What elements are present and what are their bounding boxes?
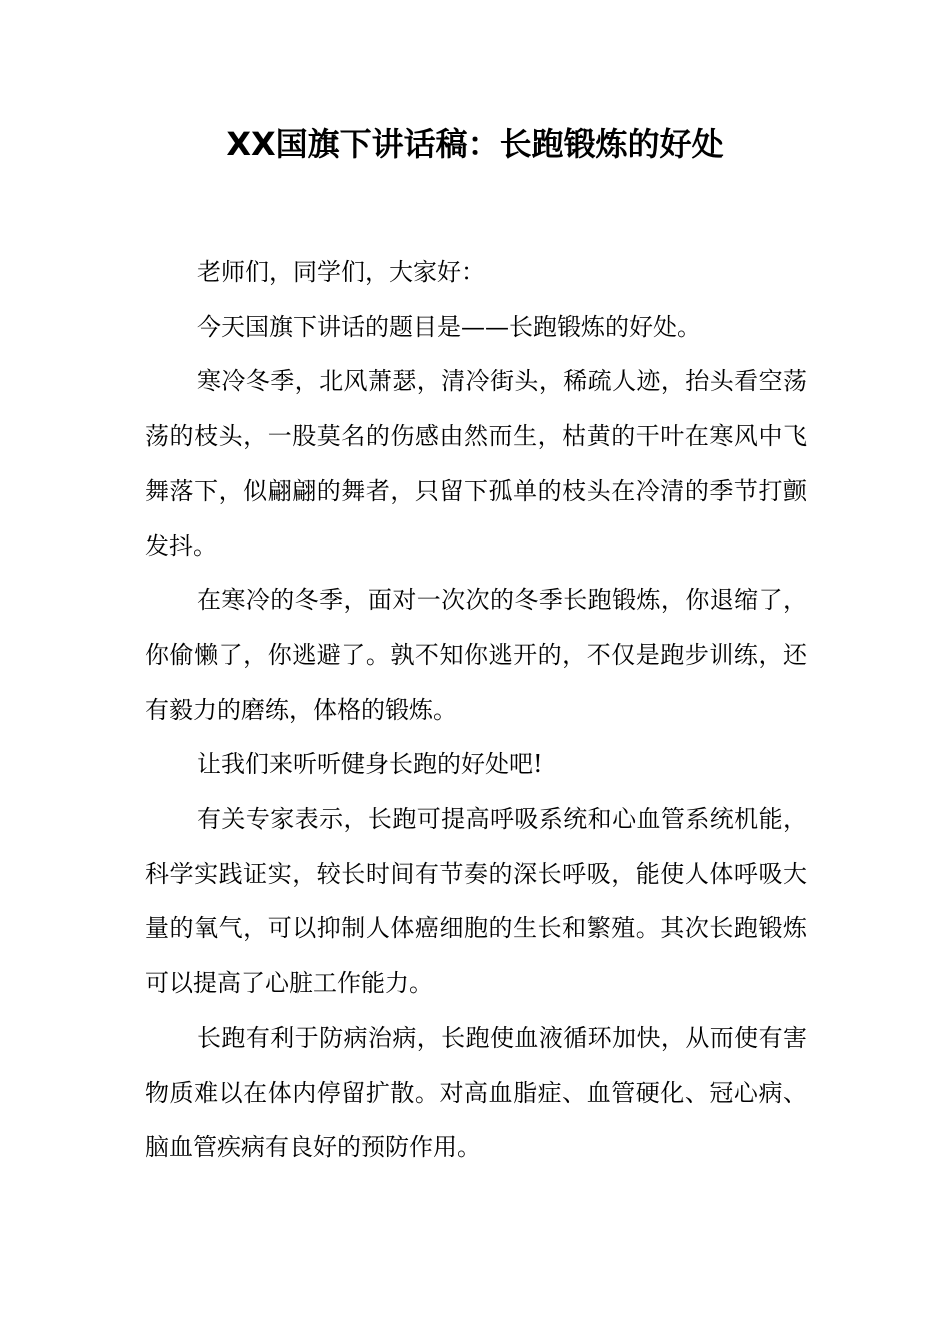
paragraph-winter-scene: 寒冷冬季，北风萧瑟，清冷街头，稀疏人迹，抬头看空荡荡的枝头，一股莫名的伤感由然而生，枯黄的干叶在寒风中飞舞落下，似翩翩的舞者，只留下孤单的枝头在冷清的季节打颤发抖。	[145, 367, 807, 560]
paragraph-avoidance: 在寒冷的冬季，面对一次次的冬季长跑锻炼，你退缩了，你偷懒了，你逃避了。孰不知你逃开的，不仅是跑步训练，还有毅力的磨练，体格的锻炼。	[145, 586, 807, 724]
paragraph-disease-prevention: 长跑有利于防病治病，长跑使血液循环加快，从而使有害物质难以在体内停留扩散。对高血脂症、血管硬化、冠心病、脑血管疾病有良好的预防作用。	[145, 1023, 807, 1162]
paragraph-transition: 让我们来听听健身长跑的好处吧!	[197, 750, 543, 779]
document-body	[145, 245, 807, 1175]
paragraph-greeting: 老师们，同学们，大家好：	[197, 258, 485, 286]
paragraph-topic: 今天国旗下讲话的题目是——长跑锻炼的好处。	[197, 312, 701, 341]
paragraph-respiratory-benefits: 有关专家表示，长跑可提高呼吸系统和心血管系统机能，科学实践证实，较长时间有节奏的深长呼吸，能使人体呼吸大量的氧气，可以抑制人体癌细胞的生长和繁殖。其次长跑锻炼可以提高了心脏工作能力。	[145, 805, 807, 998]
document-title: XX国旗下讲话稿：长跑锻炼的好处	[226, 125, 724, 163]
